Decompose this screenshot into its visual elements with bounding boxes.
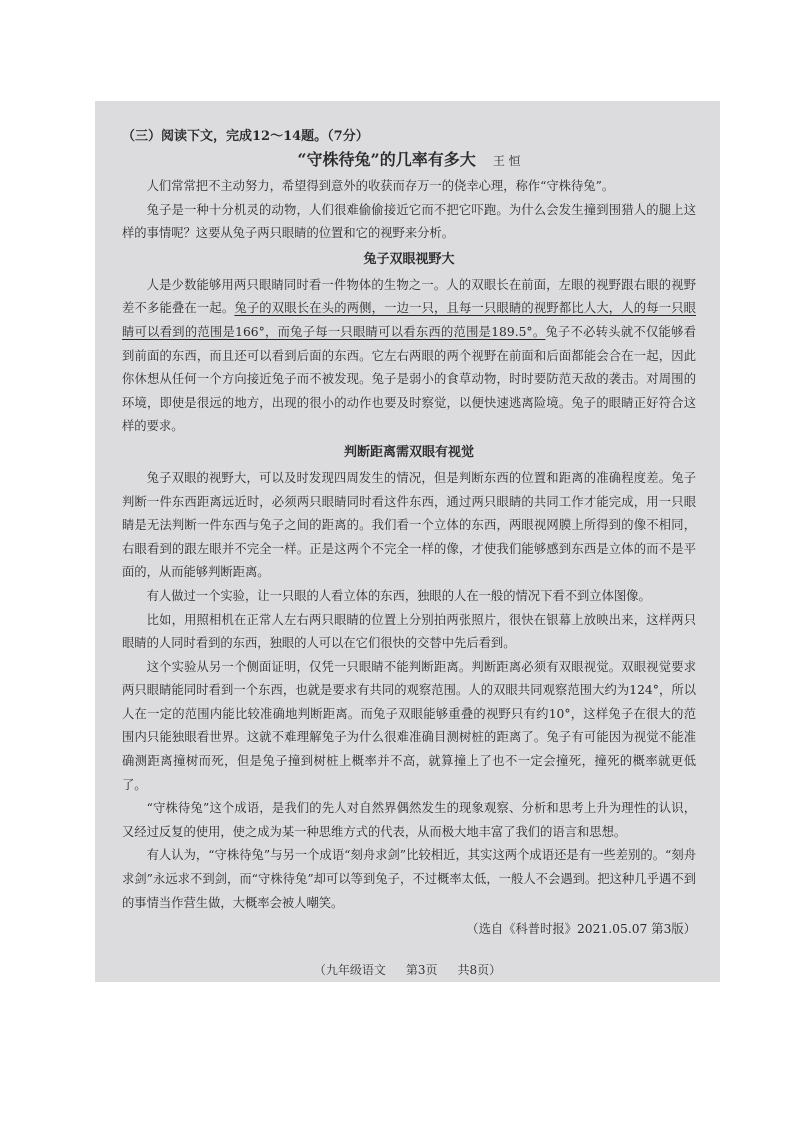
subheading-binocular-vision: 判断距离需双眼有视觉 — [343, 444, 474, 460]
paragraph-distance-3: 比如，用照相机在正常人左右两只眼睛的位置上分别拍两张照片，很快在银幕上放映出来，这样两只眼睛的人同时看到的东西，独眼的人可以在它们很快的交替中先后看到。 — [122, 612, 696, 651]
footer-total-pages: 共8页） — [457, 963, 502, 977]
paragraph-distance-4: 这个实验从另一个侧面证明，仅凭一只眼睛不能判断距离。判断距离必须有双眼视觉。双眼视觉要求两只眼睛能同时看到一个东西，也就是要求有共同的观察范围。人的双眼共同观察范围大约为124°，所以人在一定的范围内能比较准确地判断距离。而兔子双眼能够重叠的视野只有约10°，这样兔子在很大的范围内只能独眼看世界。这就不难理解兔子为什么很难准确目测树桩的距离了。兔子有可能因为视觉不能准确测距离撞树而死，但是兔子撞到树桩上概率并不高，就算撞上了也不一定会撞死，撞死的概率就更低了。 — [122, 659, 696, 792]
subheading-wide-view: 兔子双眼视野大 — [363, 251, 455, 267]
footer-subject: （九年级语文 — [313, 963, 386, 977]
footer-page-number: 第3页 — [405, 963, 438, 977]
article-author: 王 恒 — [492, 154, 521, 168]
underlined-sentence: 兔子的双眼长在头的两侧，一边一只，且每一只眼睛的视野都比人大，人的每一只眼睛可以看到的范围是166°，而兔子每一只眼睛可以看东西的范围是189.5°。 — [122, 301, 696, 339]
page-footer — [95, 961, 720, 978]
paragraph-wide-view — [122, 274, 696, 439]
paragraph-distance-1: 兔子双眼的视野大，可以及时发现四周发生的情况，但是判断东西的位置和距离的准确程度差。兔子判断一件东西距离远近时，必须两只眼睛同时看这件东西，通过两只眼睛的共同工作才能完成，用一只眼睛是无法判断一件东西与兔子之间的距离的。我们看一个立体的东西，两眼视网膜上所得到的像不相同，右眼看到的跟左眼并不完全一样。正是这两个不完全一样的像，才使我们能够感到东西是立体的而不是平面的，从而能够判断距离。 — [122, 470, 696, 580]
paragraph-idiom-1: “守株待兔”这个成语，是我们的先人对自然界偶然发生的现象观察、分析和思考上升为理性的认识，又经过反复的使用，使之成为某一种思维方式的代表，从而极大地丰富了我们的语言和思想。 — [122, 801, 696, 839]
paragraph-intro-1: 人们常常把不主动努力，希望得到意外的收获而存万一的侥幸心理，称作“守株待兔”。 — [146, 179, 615, 193]
article-source: （选自《科普时报》2021.05.07 第3版） — [466, 922, 696, 937]
article-body — [122, 127, 696, 941]
question-section-header: （三）阅读下文，完成12～14题。（7分） — [122, 129, 369, 144]
paragraph-text: 兔子不必转头就不仅能够看到前面的东西，而且还可以看到后面的东西。它左右两眼的两个视野在前面和后面都能会合在一起，因此你休想从任何一个方向接近兔子而不被发现。兔子是弱小的食草动物，时时要防范天敌的袭击。对周围的环境，即使是很远的地方，出现的很小的动作也要及时察觉，以便快速逃离险境。兔子的眼睛正好符合这样的要求。 — [122, 324, 696, 434]
article-title: “守株待兔”的几率有多大 — [297, 150, 476, 169]
paragraph-text: 人是少数能够用两只眼睛同时看一件物体的生物之一。人的双眼长在前面，左眼的视野跟右眼的视野差不多能叠在一起。 — [122, 277, 696, 316]
exam-page — [95, 101, 720, 982]
paragraph-distance-2: 有人做过一个实验，让一只眼的人看立体的东西，独眼的人在一般的情况下看不到立体图像。 — [146, 588, 651, 603]
paragraph-intro-2: 兔子是一种十分机灵的动物，人们很难偷偷接近它而不把它吓跑。为什么会发生撞到围猎人的腿上这样的事情呢？这要从兔子两只眼睛的位置和它的视野来分析。 — [122, 202, 696, 241]
article-title-row — [122, 147, 696, 173]
paragraph-idiom-2: 有人认为，“守株待兔”与另一个成语“刻舟求剑”比较相近，其实这两个成语还是有一些差别的。“刻舟求剑”永远求不到剑，而“守株待兔”却可以等到兔子，不过概率太低，一般人不会遇到。把这种几乎遇不到的事情当作营生做，大概率会被人嘲笑。 — [122, 848, 696, 910]
